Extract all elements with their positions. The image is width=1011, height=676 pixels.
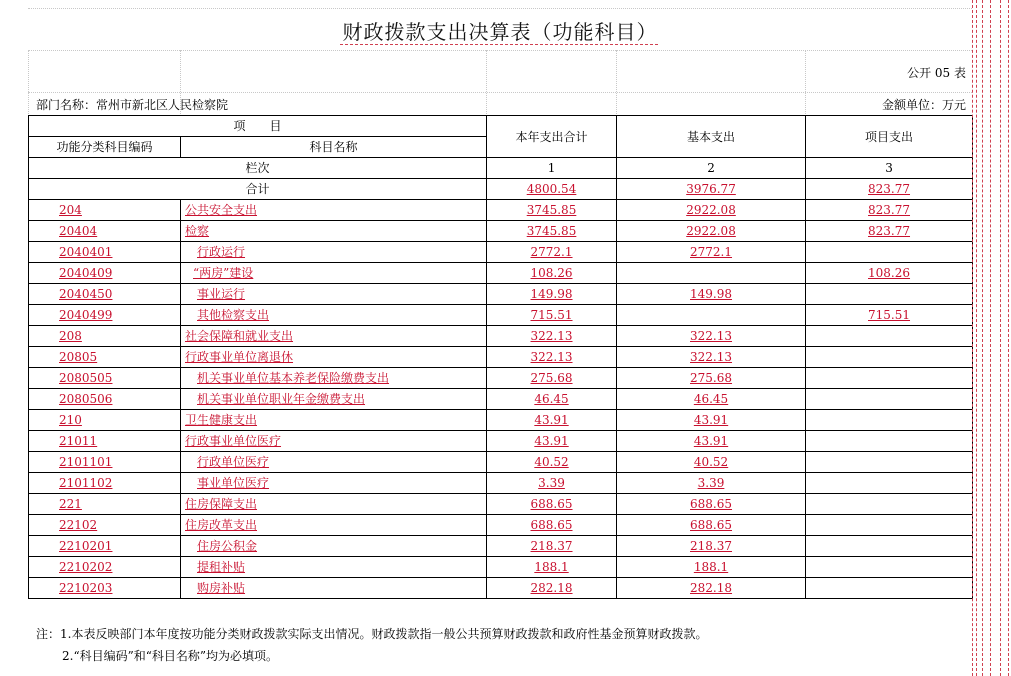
header-total: 本年支出合计	[487, 116, 617, 158]
cell-total-value[interactable]: 40.52	[534, 455, 569, 469]
cell-basic[interactable]	[617, 578, 806, 599]
table-row	[29, 536, 973, 557]
cell-code-value[interactable]: 2040499	[59, 308, 113, 322]
table-row	[29, 515, 973, 536]
cell-total-value[interactable]: 43.91	[534, 434, 569, 448]
cell-project[interactable]	[806, 557, 973, 578]
cell-code[interactable]	[29, 284, 181, 305]
cell-total[interactable]	[487, 263, 617, 284]
cell-code[interactable]	[29, 452, 181, 473]
page-break-line	[982, 0, 983, 676]
expenditure-table	[28, 115, 973, 599]
cell-total-value[interactable]: 46.45	[534, 392, 569, 406]
cell-total[interactable]	[487, 494, 617, 515]
cell-code[interactable]	[29, 515, 181, 536]
cell-code[interactable]	[29, 578, 181, 599]
cell-basic[interactable]	[617, 515, 806, 536]
cell-name[interactable]	[181, 284, 487, 305]
cell-code[interactable]	[29, 221, 181, 242]
cell-basic[interactable]	[617, 284, 806, 305]
gridline	[28, 50, 29, 114]
cell-project[interactable]	[806, 494, 973, 515]
cell-basic-value[interactable]: 275.68	[690, 371, 733, 385]
cell-code-value[interactable]: 2080505	[59, 371, 113, 385]
cell-project[interactable]	[806, 263, 973, 284]
cell-name[interactable]	[181, 242, 487, 263]
sum-project[interactable]	[806, 179, 973, 200]
cell-basic-value[interactable]: 46.45	[693, 392, 729, 406]
cell-total[interactable]	[487, 473, 617, 494]
cell-total-value[interactable]: 322.13	[530, 350, 573, 364]
table-row	[29, 557, 973, 578]
cell-code[interactable]	[29, 368, 181, 389]
cell-total[interactable]	[487, 221, 617, 242]
cell-basic[interactable]	[617, 557, 806, 578]
cell-basic[interactable]	[617, 263, 806, 284]
cell-code-value[interactable]: 210	[59, 413, 82, 427]
cell-code[interactable]	[29, 410, 181, 431]
cell-total[interactable]	[487, 389, 617, 410]
cell-name-value[interactable]: 购房补贴	[197, 581, 246, 595]
cell-total[interactable]	[487, 305, 617, 326]
cell-name-value[interactable]: 住房改革支出	[185, 518, 258, 532]
cell-code[interactable]	[29, 305, 181, 326]
cell-project[interactable]	[806, 536, 973, 557]
page-break-line	[972, 0, 973, 676]
cell-total[interactable]	[487, 578, 617, 599]
table-row	[29, 347, 973, 368]
row-label: 栏次	[29, 158, 487, 179]
cell-name-value[interactable]: 事业单位医疗	[197, 476, 270, 490]
cell-code-value[interactable]: 20404	[59, 224, 98, 238]
cell-name[interactable]	[181, 389, 487, 410]
cell-total[interactable]	[487, 536, 617, 557]
cell-name-value[interactable]: 住房公积金	[197, 539, 258, 553]
cell-code[interactable]	[29, 242, 181, 263]
cell-code-value[interactable]: 2101102	[59, 476, 113, 490]
cell-name-value[interactable]: 事业运行	[197, 287, 246, 301]
cell-name[interactable]	[181, 473, 487, 494]
cell-name-value[interactable]: 行政事业单位医疗	[185, 434, 282, 448]
cell-name[interactable]	[181, 221, 487, 242]
cell-name[interactable]	[181, 200, 487, 221]
cell-total-value[interactable]: 3745.85	[526, 203, 577, 217]
gridline	[616, 50, 617, 114]
cell-basic[interactable]	[617, 221, 806, 242]
cell-total-value[interactable]: 688.65	[530, 518, 573, 532]
cell-project[interactable]	[806, 515, 973, 536]
amount-unit: 金额单位：万元	[881, 98, 966, 112]
table-row	[29, 368, 973, 389]
cell-project[interactable]	[806, 305, 973, 326]
cell-name[interactable]	[181, 452, 487, 473]
cell-name[interactable]	[181, 326, 487, 347]
table-row	[29, 221, 973, 242]
cell-code[interactable]	[29, 557, 181, 578]
report-title: 财政拨款支出决算表（功能科目）	[342, 20, 658, 44]
table-row	[29, 410, 973, 431]
cell-basic-value[interactable]: 2772.1	[690, 245, 733, 259]
cell-total[interactable]	[487, 515, 617, 536]
cell-code-value[interactable]: 2080506	[59, 392, 113, 406]
table-row	[29, 452, 973, 473]
cell-basic[interactable]	[617, 347, 806, 368]
cell-basic[interactable]	[617, 305, 806, 326]
sum-label: 合计	[29, 179, 487, 200]
cell-name-value[interactable]: 机关事业单位职业年金缴费支出	[197, 392, 366, 406]
cell-name[interactable]	[181, 536, 487, 557]
gridline	[28, 92, 972, 93]
cell-basic[interactable]	[617, 494, 806, 515]
cell-total-value[interactable]: 322.13	[530, 329, 573, 343]
cell-basic[interactable]	[617, 389, 806, 410]
table-row	[29, 263, 973, 284]
header-project: 项目支出	[806, 116, 973, 158]
header-name: 科目名称	[181, 137, 487, 158]
sum-project-value[interactable]: 823.77	[868, 182, 911, 196]
cell-basic[interactable]	[617, 452, 806, 473]
cell-basic-value[interactable]: 40.52	[693, 455, 729, 469]
cell-total-value[interactable]: 2772.1	[530, 245, 573, 259]
page-break-line	[976, 0, 977, 676]
cell-total-value[interactable]: 3.39	[538, 476, 565, 490]
cell-project-value[interactable]: 823.77	[868, 203, 911, 217]
cell-project-value[interactable]: 823.77	[868, 224, 911, 238]
cell-total[interactable]	[487, 284, 617, 305]
page-break-line	[1000, 0, 1001, 676]
cell-name[interactable]	[181, 368, 487, 389]
cell-code-value[interactable]: 2210202	[59, 560, 113, 574]
cell-code-value[interactable]: 2040401	[59, 245, 113, 259]
cell-basic-value[interactable]: 688.65	[690, 497, 733, 511]
cell-basic[interactable]	[617, 200, 806, 221]
sum-total[interactable]	[487, 179, 617, 200]
cell-total-value[interactable]: 275.68	[530, 371, 573, 385]
cell-name[interactable]	[181, 557, 487, 578]
cell-total-value[interactable]: 108.26	[530, 266, 573, 280]
col-index-3: 3	[806, 158, 973, 179]
table-row	[29, 578, 973, 599]
cell-name-value[interactable]: 卫生健康支出	[185, 413, 258, 427]
table-row	[29, 200, 973, 221]
table-row	[29, 305, 973, 326]
cell-name[interactable]	[181, 515, 487, 536]
cell-code-value[interactable]: 2101101	[59, 455, 113, 469]
cell-name-value[interactable]: 行政运行	[197, 245, 246, 259]
note-1: 注：1.本表反映部门本年度按功能分类财政拨款实际支出情况。财政拨款指一般公共预算财政拨款和政府性基金预算财政拨款。	[36, 627, 708, 641]
cell-name-value[interactable]: “两房”建设	[193, 266, 254, 280]
cell-total[interactable]	[487, 200, 617, 221]
cell-total[interactable]	[487, 557, 617, 578]
cell-basic[interactable]	[617, 368, 806, 389]
cell-basic[interactable]	[617, 473, 806, 494]
page-break-markers	[972, 0, 1011, 676]
cell-code[interactable]	[29, 536, 181, 557]
cell-project[interactable]	[806, 473, 973, 494]
cell-name-value[interactable]: 行政单位医疗	[197, 455, 270, 469]
cell-total[interactable]	[487, 410, 617, 431]
cell-name[interactable]	[181, 578, 487, 599]
cell-name[interactable]	[181, 431, 487, 452]
cell-name[interactable]	[181, 305, 487, 326]
cell-code-value[interactable]: 2040450	[59, 287, 113, 301]
cell-name-value[interactable]: 其他检察支出	[197, 308, 270, 322]
cell-name[interactable]	[181, 347, 487, 368]
cell-basic-value[interactable]: 322.13	[690, 329, 733, 343]
cell-total-value[interactable]: 282.18	[530, 581, 573, 595]
cell-basic-value[interactable]: 43.91	[693, 413, 729, 427]
cell-basic-value[interactable]: 2922.08	[686, 224, 736, 238]
cell-total-value[interactable]: 3745.85	[526, 224, 577, 238]
cell-project[interactable]	[806, 284, 973, 305]
cell-project[interactable]	[806, 410, 973, 431]
note-2: 2.“科目编码”和“科目名称”均为必填项。	[62, 649, 278, 663]
cell-code[interactable]	[29, 494, 181, 515]
department-name: 部门名称：常州市新北区人民检察院	[36, 98, 229, 112]
cell-basic-value[interactable]: 688.65	[690, 518, 733, 532]
col-index-2: 2	[617, 158, 806, 179]
cell-basic-value[interactable]: 218.37	[690, 539, 733, 553]
page-break-line	[990, 0, 991, 676]
cell-code[interactable]	[29, 473, 181, 494]
gridline	[486, 50, 487, 114]
cell-total-value[interactable]: 688.65	[530, 497, 573, 511]
sum-total-value[interactable]: 4800.54	[526, 182, 577, 196]
sum-basic-value[interactable]: 3976.77	[686, 182, 736, 196]
cell-code-value[interactable]: 204	[59, 203, 82, 217]
table-row	[29, 494, 973, 515]
cell-total[interactable]	[487, 326, 617, 347]
cell-code[interactable]	[29, 389, 181, 410]
cell-basic[interactable]	[617, 326, 806, 347]
header-code: 功能分类科目编码	[29, 137, 181, 158]
cell-code-value[interactable]: 2040409	[59, 266, 113, 280]
title-underline	[340, 44, 658, 45]
cell-project[interactable]	[806, 347, 973, 368]
cell-basic-value[interactable]: 149.98	[690, 287, 733, 301]
table-row	[29, 326, 973, 347]
cell-basic-value[interactable]: 322.13	[690, 350, 733, 364]
cell-total-value[interactable]: 218.37	[530, 539, 573, 553]
cell-name[interactable]	[181, 263, 487, 284]
cell-code-value[interactable]: 21011	[59, 434, 98, 448]
cell-project-value[interactable]: 108.26	[868, 266, 911, 280]
form-number: 公开 05 表	[907, 66, 966, 80]
cell-total-value[interactable]: 43.91	[534, 413, 569, 427]
cell-name-value[interactable]: 提租补贴	[197, 560, 246, 574]
cell-basic-value[interactable]: 188.1	[693, 560, 729, 574]
cell-basic[interactable]	[617, 431, 806, 452]
cell-name-value[interactable]: 机关事业单位基本养老保险缴费支出	[197, 371, 390, 385]
cell-project[interactable]	[806, 221, 973, 242]
cell-total[interactable]	[487, 431, 617, 452]
cell-basic-value[interactable]: 282.18	[690, 581, 733, 595]
cell-code-value[interactable]: 208	[59, 329, 82, 343]
cell-basic[interactable]	[617, 242, 806, 263]
cell-basic-value[interactable]: 43.91	[693, 434, 729, 448]
table-row	[29, 242, 973, 263]
cell-project[interactable]	[806, 326, 973, 347]
cell-name-value[interactable]: 住房保障支出	[185, 497, 258, 511]
cell-code-value[interactable]: 20805	[59, 350, 98, 364]
cell-total[interactable]	[487, 242, 617, 263]
gridline	[28, 50, 972, 51]
cell-project[interactable]	[806, 578, 973, 599]
cell-code-value[interactable]: 22102	[59, 518, 98, 532]
col-index-1: 1	[487, 158, 617, 179]
cell-total[interactable]	[487, 368, 617, 389]
table-row	[29, 284, 973, 305]
cell-basic[interactable]	[617, 410, 806, 431]
cell-project[interactable]	[806, 389, 973, 410]
cell-code-value[interactable]: 2210203	[59, 581, 113, 595]
cell-code[interactable]	[29, 431, 181, 452]
cell-code[interactable]	[29, 326, 181, 347]
cell-basic[interactable]	[617, 536, 806, 557]
cell-project[interactable]	[806, 200, 973, 221]
cell-total[interactable]	[487, 452, 617, 473]
cell-code[interactable]	[29, 200, 181, 221]
cell-name-value[interactable]: 社会保障和就业支出	[185, 329, 294, 343]
cell-basic-value[interactable]: 3.39	[697, 476, 725, 490]
cell-name-value[interactable]: 公共安全支出	[185, 203, 258, 217]
header-item: 项 目	[29, 116, 487, 137]
table-row	[29, 389, 973, 410]
cell-name[interactable]	[181, 494, 487, 515]
sum-basic[interactable]	[617, 179, 806, 200]
cell-code[interactable]	[29, 263, 181, 284]
table-row	[29, 431, 973, 452]
cell-total-value[interactable]: 188.1	[534, 560, 569, 574]
cell-code-value[interactable]: 2210201	[59, 539, 113, 553]
cell-total[interactable]	[487, 347, 617, 368]
cell-basic-value[interactable]: 2922.08	[686, 203, 736, 217]
cell-project[interactable]	[806, 242, 973, 263]
cell-code-value[interactable]: 221	[59, 497, 82, 511]
page-break-line	[1008, 0, 1009, 676]
cell-project[interactable]	[806, 368, 973, 389]
table-row	[29, 473, 973, 494]
cell-project[interactable]	[806, 452, 973, 473]
cell-total-value[interactable]: 715.51	[530, 308, 573, 322]
cell-name-value[interactable]: 行政事业单位离退休	[185, 350, 294, 364]
cell-project[interactable]	[806, 431, 973, 452]
gridline	[805, 50, 806, 114]
cell-name[interactable]	[181, 410, 487, 431]
cell-project-value[interactable]: 715.51	[868, 308, 911, 322]
header-basic: 基本支出	[617, 116, 806, 158]
cell-total-value[interactable]: 149.98	[530, 287, 573, 301]
cell-name-value[interactable]: 检察	[185, 224, 210, 238]
cell-code[interactable]	[29, 347, 181, 368]
